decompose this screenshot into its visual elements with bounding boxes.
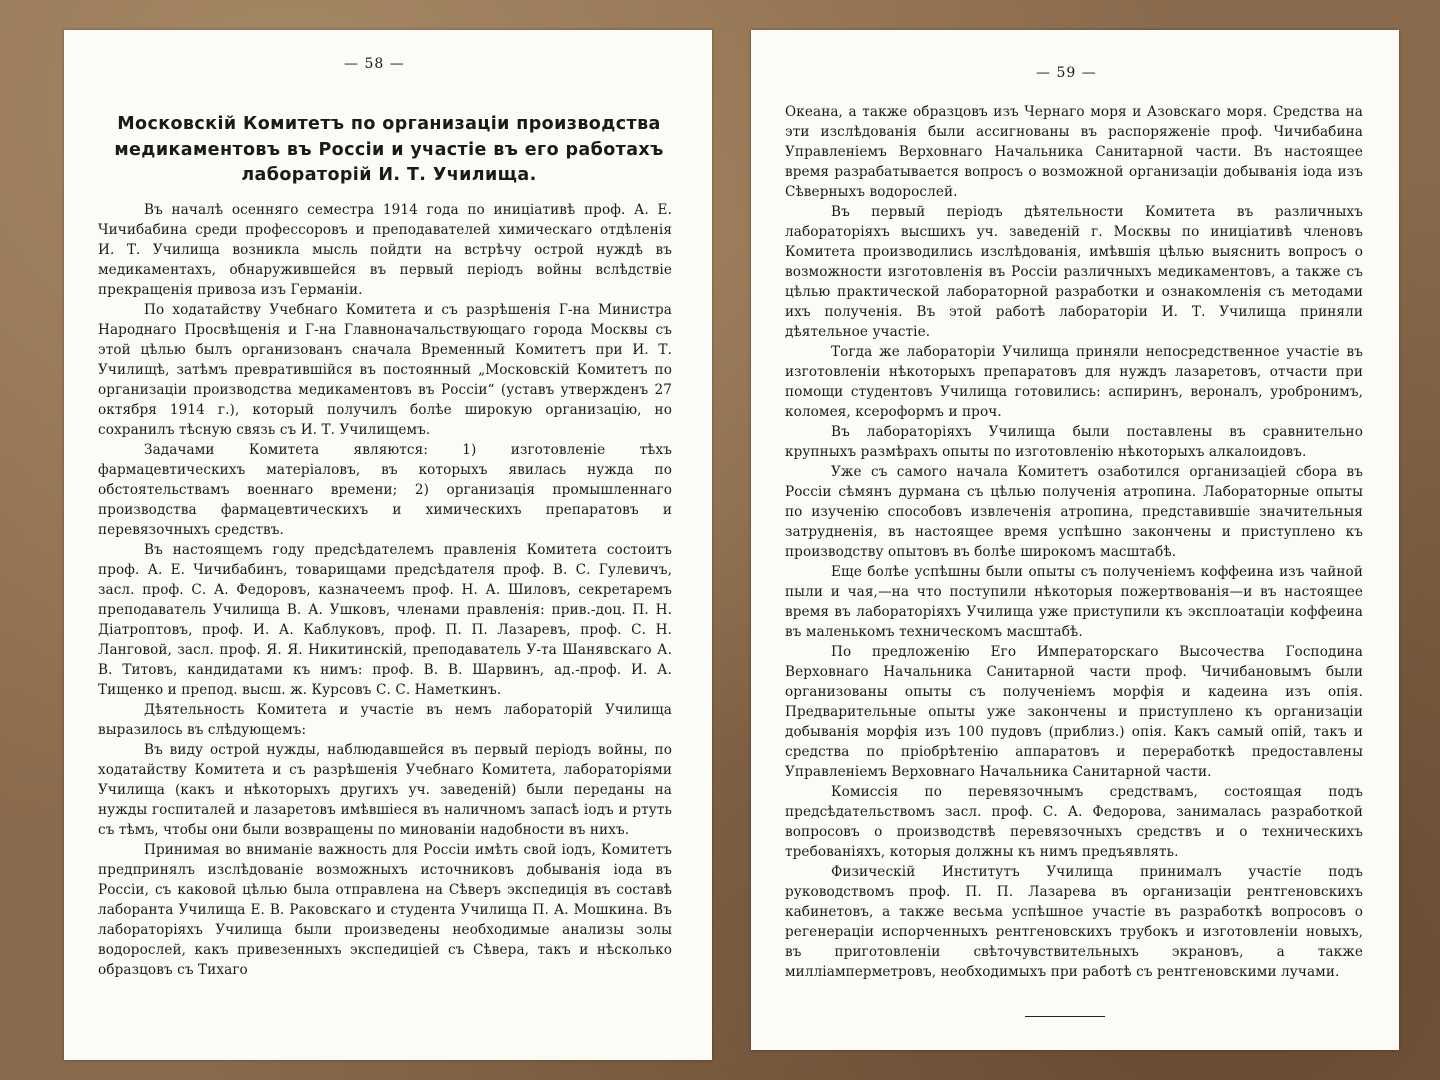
left-page-body xyxy=(98,200,672,980)
paragraph: По предложенію Его Императорскаго Высочества Господина Верховнаго Начальника Санитарной части проф. Чичибановымъ были организованы опыты съ полученіемъ морфія и кадеина изъ опія. Предварительные опыты уже закончены и приступлено къ организаціи добыванія морфія изъ 100 пудовъ (приблиз.) опія. Какъ самый опій, такъ и средства по пріобрѣтенію аппаратовъ и переработкѣ предоставлены Управленіемъ Верховнаго Начальника Санитарной части. xyxy=(785,644,1363,780)
paragraph: Въ началѣ осенняго семестра 1914 года по иниціативѣ проф. А. Е. Чичибабина среди профессоровъ и преподавателей химическаго отдѣленія И. Т. Училища возникла мысль пойдти на встрѣчу острой нуждѣ въ медикаментахъ, обнаружившейся въ первый періодъ войны вслѣдствіе прекращенія привоза изъ Германіи. xyxy=(98,202,672,298)
page-number: — 58 — xyxy=(344,56,405,72)
paragraph: Въ настоящемъ году предсѣдателемъ правленія Комитета состоитъ проф. А. Е. Чичибабинъ, товарищами предсѣдателя проф. В. С. Гулевичъ, засл. проф. С. А. Федоровъ, казначеемъ проф. Н. А. Шиловъ, секретаремъ преподаватель Училища В. А. Ушковъ, членами правленія: прив.-доц. П. Н. Діатроптовъ, проф. И. А. Каблуковъ, проф. П. П. Лазаревъ, проф. С. Н. Ланговой, засл. проф. Я. Я. Никитинскій, преподаватель У-та Шанявскаго А. В. Титовъ, кандидатами къ нимъ: проф. В. В. Шарвинъ, ад.-проф. И. А. Тищенко и препод. высш. ж. Курсовъ С. С. Наметкинъ. xyxy=(98,542,672,698)
paragraph: По ходатайству Учебнаго Комитета и съ разрѣшенія Г-на Министра Народнаго Просвѣщенія и Г-на Главноначальствующаго города Москвы съ этой цѣлью былъ организованъ сначала Временный Комитетъ при И. Т. Училищѣ, затѣмъ превратившійся въ постоянный „Московскій Комитетъ по организаціи производства медикаментовъ въ Россіи“ (уставъ утвержденъ 27 октября 1914 г.), который получилъ болѣе широкую организацію, но сохранилъ тѣсную связь съ И. Т. Училищемъ. xyxy=(98,302,672,438)
article-title: Московскій Комитетъ по организаціи производства медикаментовъ въ Россіи и участіе въ его работахъ лабораторій И. Т. Училища. xyxy=(114,114,664,185)
end-rule xyxy=(1025,1016,1105,1017)
paragraph: Физическій Институтъ Училища принималъ участіе подъ руководствомъ проф. П. П. Лазарева въ организаціи рентгеновскихъ кабинетовъ, а также весьма успѣшное участіе въ разработкѣ вопросовъ о регенераціи испорченныхъ рентгеновскихъ трубокъ и изготовленіи новыхъ, въ приготовленіи свѣточувствительныхъ экрановъ, а также милліамперметровъ, необходимыхъ при работѣ съ рентгеновскими лучами. xyxy=(785,864,1363,980)
paragraph: Дѣятельность Комитета и участіе въ немъ лабораторій Училища выразилось въ слѣдующемъ: xyxy=(98,702,672,738)
paragraph: Принимая во вниманіе важность для Россіи имѣть свой іодъ, Комитетъ предпринялъ изслѣдованіе возможныхъ источниковъ добыванія іода въ Россіи, съ каковой цѣлью была отправлена на Сѣверъ экспедиція въ составѣ лаборанта Училища Е. В. Раковскаго и студента Училища П. А. Мошкина. Въ лабораторіяхъ Училища были произведены необходимые анализы золы водорослей, какъ привезенныхъ экспедиціей съ Сѣвера, такъ и нѣсколько образцовъ съ Тихаго xyxy=(98,842,672,978)
right-page-body xyxy=(785,102,1363,982)
paragraph: Тогда же лабораторіи Училища приняли непосредственное участіе въ изготовленіи нѣкоторыхъ препаратовъ для нуждъ лазаретовъ, отчасти при помощи студентовъ Училища готовились: аспиринъ, вероналъ, уробронимъ, коломея, ксероформъ и проч. xyxy=(785,344,1363,420)
paragraph: Задачами Комитета являются: 1) изготовленіе тѣхъ фармацевтическихъ матеріаловъ, въ которыхъ явилась нужда по обстоятельствамъ военнаго времени; 2) организація промышленнаго производства фармацевтическихъ и химическихъ препаратовъ и перевязочныхъ средствъ. xyxy=(98,442,672,538)
right-page xyxy=(751,30,1399,1050)
paragraph: Комиссія по перевязочнымъ средствамъ, состоящая подъ предсѣдательствомъ засл. проф. С. А. Федорова, занималась разработкой вопросовъ о производствѣ перевязочныхъ средствъ и о техническихъ требованіяхъ, которыя должны къ нимъ предъявлять. xyxy=(785,784,1363,860)
paragraph: Еще болѣе успѣшны были опыты съ полученіемъ коффеина изъ чайной пыли и чая,—на что поступили нѣкоторыя пожертвованія—и въ настоящее время въ лабораторіяхъ Училища уже приступили къ эксплоатаціи коффеина въ маленькомъ техническомъ масштабѣ. xyxy=(785,564,1363,640)
paragraph: Въ первый періодъ дѣятельности Комитета въ различныхъ лабораторіяхъ высшихъ уч. заведеній г. Москвы по иниціативѣ членовъ Комитета производились изслѣдованія, имѣвшія цѣлью выяснить вопросъ о возможности изготовленія въ Россіи различныхъ медикаментовъ, а также съ цѣлью практической лабораторной разработки и ознакомленія съ методами ихъ полученія. Въ этой работѣ лабораторіи И. Т. Училища приняли дѣятельное участіе. xyxy=(785,204,1363,340)
paragraph: Въ лабораторіяхъ Училища были поставлены въ сравнительно крупныхъ размѣрахъ опыты по изготовленію нѣкоторыхъ алкалоидовъ. xyxy=(785,424,1363,460)
left-page xyxy=(64,30,712,1060)
paragraph: Въ виду острой нужды, наблюдавшейся въ первый періодъ войны, по ходатайству Комитета и съ разрѣшенія Учебнаго Комитета, лабораторіями Училища (какъ и нѣкоторыхъ другихъ уч. заведеній) были переданы на нужды госпиталей и лазаретовъ имѣвшіеся въ наличномъ запасѣ іодъ и ртуть съ тѣмъ, чтобы они были возвращены по минованіи надобности въ нихъ. xyxy=(98,742,672,838)
page-number: — 59 — xyxy=(1036,65,1097,81)
paragraph: Уже съ самого начала Комитетъ озаботился организаціей сбора въ Россіи сѣмянъ дурмана съ цѣлью полученія атропина. Лабораторные опыты по изученію способовъ извлеченія атропина, представившіе значительныя затрудненія, въ настоящее время успѣшно закончены и приступлено къ производству опытовъ въ болѣе широкомъ масштабѣ. xyxy=(785,464,1363,560)
continued-paragraph: Океана, а также образцовъ изъ Чернаго моря и Азовскаго моря. Средства на эти изслѣдованія были ассигнованы въ распоряженіе проф. Чичибабина Управленіемъ Верховнаго Начальника Санитарной части. Въ настоящее время разрабатывается вопросъ о возможной организаціи добыванія іода изъ Сѣверныхъ водорослей. xyxy=(785,104,1363,200)
